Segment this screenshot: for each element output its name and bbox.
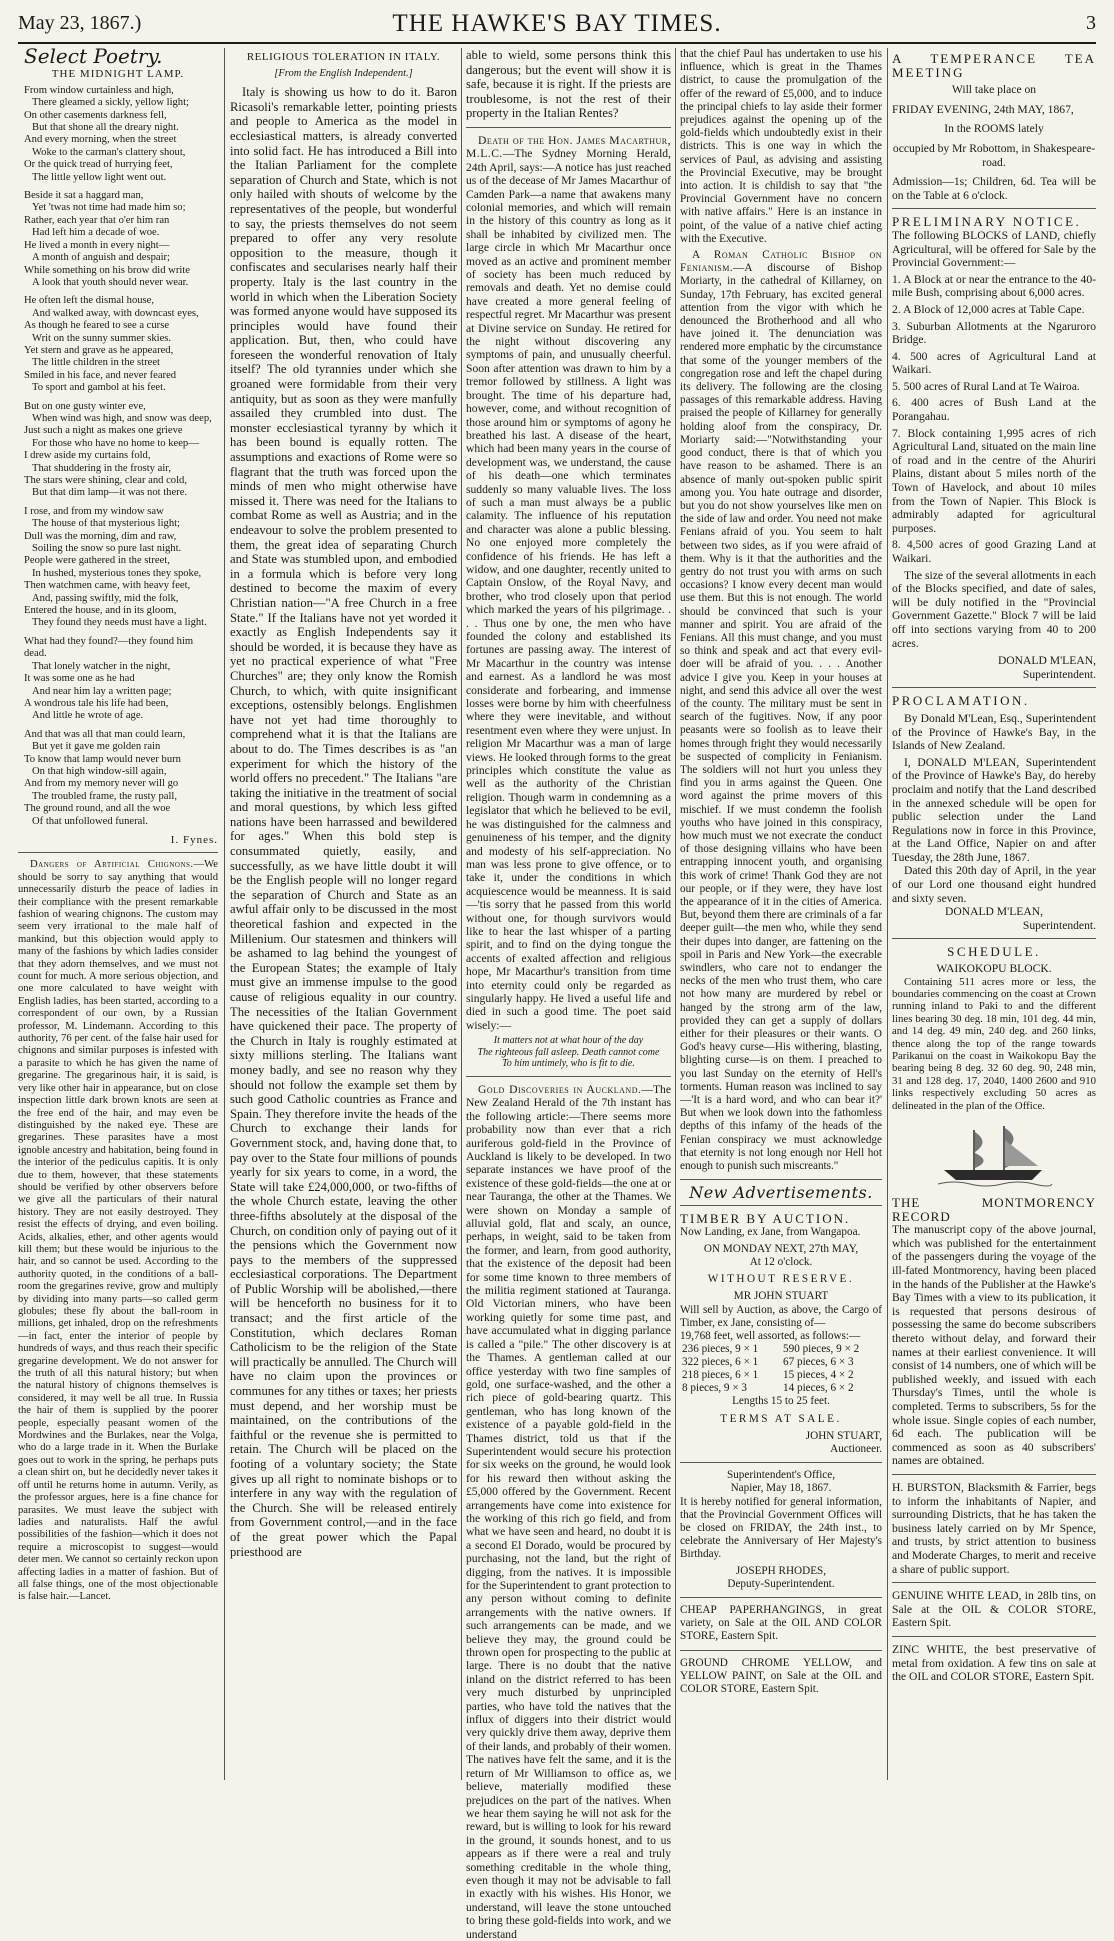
newspaper-title: THE HAWKE'S BAY TIMES. xyxy=(392,10,722,37)
timber-ad-signer-role: Auctioneer. xyxy=(830,1442,882,1455)
poem-stanza xyxy=(18,636,218,723)
preliminary-notice-intro: The following BLOCKS of LAND, chiefly Agricultural, will be offered for Sale by the Provincial Government:— xyxy=(892,228,1096,270)
poem-line: A month of anguish and despair; xyxy=(32,252,170,264)
list-item: 4. 500 acres of Agricultural Land at Waikari. xyxy=(892,349,1096,377)
montmorency-ad xyxy=(892,1196,1096,1468)
office-ad-signer-role: Deputy-Superintendent. xyxy=(727,1577,835,1590)
poem-line: But that shone all the dreary night. xyxy=(32,122,179,134)
burston-ad: H. BURSTON, Blacksmith & Farrier, begs to inform the inhabitants of Napier, and surrounding Districts, that he has taken the business lately carried on by Mr Spence, and trusts, by strict attention to business and Moderate Charges, to merit and receive a share of public support. xyxy=(892,1480,1096,1576)
gold-article-title: Gold Discoveries in Auckland. xyxy=(478,1082,642,1096)
timber-ad-line: Now Landing, ex Jane, from Wangapoa. xyxy=(680,1225,861,1238)
poem-line: The troubled frame, the rusty pall, xyxy=(32,790,178,802)
poem-line: In hushed, mysterious tones they spoke, xyxy=(32,567,202,579)
poem-line: Soiling the snow so pure last night. xyxy=(32,543,182,555)
poem-line: And, passing swiftly, mid the folk, xyxy=(32,592,179,604)
office-ad-body: It is hereby notified for general information, that the Provincial Government Offices will be closed on FRIDAY, the 24th inst., to celebrate the Anniversary of Her Majesty's Birthday. xyxy=(680,1495,882,1561)
italy-article-continued: able to wield, some persons think this dangerous; but the event will show it is safe, because it is right. If the priests are troublesome, is not the rest of their property in the Italian Rentes? xyxy=(466,48,671,121)
office-ad-signer: JOSEPH RHODES, xyxy=(735,1564,827,1577)
poem-line: As though he feared to see a curse xyxy=(24,320,170,332)
office-ad-date: Napier, May 18, 1867. xyxy=(730,1482,832,1495)
sailing-ship-icon xyxy=(934,1120,1054,1190)
column-3 xyxy=(466,48,671,1941)
gold-article-continued: that the chief Paul has undertaken to use his influence, which is great in the Thames district, to cause the promulgation of the offer of the reward of £5,000, and to induce the principal chiefs to lay aside their former prejudices against the opening up of the gold-fields which undoubtedly exist in their districts. This is one way in which the services of Paul, as advising and assisting the Provincial Executive, may be brought into action. It is childish to say that "the Provincial Government have no concern with native affairs." Here is an instance in point, of the value of a native chief acting with the Executive. xyxy=(680,48,882,245)
timber-ad-lengths: Lengths 15 to 25 feet. xyxy=(732,1395,830,1408)
poem-line: Smiled in his face, and never feared xyxy=(24,369,177,381)
schedule-ad xyxy=(892,945,1096,1112)
list-item: 1. A Block at or near the entrance to the 40-mile Bush, comprising about 6,000 acres. xyxy=(892,272,1096,300)
poem-line: Beside it sat a haggard man, xyxy=(24,190,144,202)
poem-line: It was some one as he had xyxy=(24,673,135,685)
poem-line: Entered the house, and in its gloom, xyxy=(24,605,177,617)
poem-line: Of that unfollowed funeral. xyxy=(32,815,148,827)
divider xyxy=(680,1650,882,1651)
schedule-body: Containing 511 acres more or less, the boundaries commencing on the coast at Crown running inland to Paki to and the different lines bearing 30 deg. 18 min, 101 deg. 44 min, and 14 deg. 49 min, 240 deg. and 260 links, thence along the top of the range towards Parikanui on the coast in Waikokopu Bay the bearing being 8 deg. 32 60 deg. 90, 248 min, 31 and 128 deg. 17, 2040, 1400 2600 and 910 links respectively excluding 50 acres as delineated in the plan of the Office. xyxy=(892,975,1096,1112)
table-cell: 8 pieces, 9 × 3 xyxy=(682,1382,748,1395)
temperance-ad-heading: A TEMPERANCE TEA MEETING xyxy=(892,51,1096,80)
zinc-white-ad: ZINC WHITE, the best preservative of metal from oxidation. A few tins on sale at the OIL and COLOR STORE, Eastern Spit. xyxy=(892,1642,1096,1684)
poem-line: Or the quick tread of hurrying feet, xyxy=(24,159,173,171)
poem-line: Yet 'twas not time had made him so; xyxy=(32,202,186,214)
white-lead-ad: GENUINE WHITE LEAD, in 28lb tins, on Sale at the OIL & COLOR STORE, Eastern Spit. xyxy=(892,1589,1096,1630)
poem-line: And from my memory never will go xyxy=(24,778,179,790)
divider xyxy=(892,938,1096,939)
temperance-ad-admission: Admission—1s; Children, 6d. Tea will be on the Table at 6 o'clock. xyxy=(892,175,1096,202)
divider xyxy=(892,687,1096,688)
table-row xyxy=(680,1343,882,1356)
divider xyxy=(466,1076,671,1077)
poem-line: A look that youth should never wear. xyxy=(32,276,189,288)
poem-line: But yet it gave me golden rain xyxy=(32,741,161,753)
fenianism-article-title: A Roman Catholic Bishop on Fenianism. xyxy=(680,249,882,275)
poem-line: Dull was the morning, dim and raw, xyxy=(24,530,177,542)
divider xyxy=(680,1597,882,1598)
gold-article-text: —The New Zealand Herald of the 7th instant has the following article:—There seems more probability now than ever that a rich auriferous gold-field in the Province of Auckland is likely to be developed. In two separate instances we have proof of the existence of these gold-fields—the one at or near Tauranga, the other at the Thames. We were shown on Monday a sample of alluvial gold, flat and scaly, an ounce, perhaps, in weight, said to be taken from the former, and learn, from good authority, that the existence of the deposit had been for some time known to three members of the militia regiment stationed at Tauranga. Old Victorian miners, who have been working quietly for some time past, and have accumulated what in digging parlance is called a "pile." The other discovery is at the Thames. A gentleman called at our office yesterday with two fine samples of gold, one surface-washed, and the other a rich piece of gold-bearing quartz. This gentleman, who has long known of the existence of a payable gold-field in the Thames district, told us that if the Superintendent would secure his protection for six weeks on the ground, he would look for his reward then without asking the £5,000 offered by the Government. Recent arrangements have come into existence for the working of this rich go field, and from what we have seen and heard, no doubt it is a second El Dorado, would be procured by purchasing, not the land, but the right of digging, from the natives. It is impossible for the Superintendent to grant protection to any person without coming to definite arrangements with the native owners. If such arrangements can be made, and we believe they may, the ground could be thrown open for prospecting to the public at large. There is no doubt that the native inland on the district referred to has been very much disturbed by unprincipled parties, who have told the natives that the influx of diggers into their district would very quickly drive them away, deprive them of their lands, and probably of their women. The natives have felt the same, and it is the return of Mr Williamson to office as, we believe, materially modified these prejudices on the part of the natives. When we hear them saying he will not ask for the reward, but is willing to look for his reward in the ground, it sounds honest, and to us appears as if there were a real and truly something creditable in the whole thing, even though it may not be advisable to fall in exactly with his wishes. His Honor, we understand, will leave the stone untouched to bring these gold-fields into work, and we understand xyxy=(466,1082,671,1941)
poem-line: While something on his brow did write xyxy=(24,264,190,276)
office-ad-line: Superintendent's Office, xyxy=(726,1469,836,1482)
table-cell: 14 pieces, 6 × 2 xyxy=(783,1382,854,1395)
issue-date: May 23, 1867.) xyxy=(18,12,142,34)
poem-line: From window curtainless and high, xyxy=(24,84,174,96)
proclamation-signer: DONALD M'LEAN, xyxy=(944,905,1044,919)
poem-stanza xyxy=(18,401,218,500)
column-1 xyxy=(18,44,218,1780)
proclamation-ad xyxy=(892,694,1096,932)
poem-stanza xyxy=(18,729,218,828)
poem-line: The little yellow light went out. xyxy=(32,171,167,183)
list-item: 5. 500 acres of Rural Land at Te Wairoa. xyxy=(892,379,1080,393)
timber-auction-ad xyxy=(680,1212,882,1456)
poem-line: And that was all that man could learn, xyxy=(24,728,186,740)
poem-line: On other casements darkness fell, xyxy=(24,109,167,121)
poem-line: I drew aside my curtains fold, xyxy=(24,450,151,462)
column-4 xyxy=(680,48,882,1780)
poem-quote xyxy=(466,1035,671,1070)
poem-line: But on one gusty winter eve, xyxy=(24,400,146,412)
preliminary-notice-signer-role: Superintendent. xyxy=(1022,667,1096,681)
fenianism-article xyxy=(680,249,882,1173)
poem-line: For those who have no home to keep— xyxy=(32,437,199,449)
macarthur-article-title: Death of the Hon. James Macarthur, M.L.C. xyxy=(466,133,671,161)
poem-line: People were gathered in the street, xyxy=(24,555,170,567)
proclamation-dated: Dated this 20th day of April, in the year of our Lord one thousand eight hundred and sixty seven. xyxy=(892,864,1096,905)
poem-line: On that high window-sill again, xyxy=(32,765,167,777)
chrome-yellow-ad: GROUND CHROME YELLOW, and YELLOW PAINT, on Sale at the OIL and COLOR STORE, Eastern Spit. xyxy=(680,1656,882,1695)
divider xyxy=(892,1636,1096,1637)
poem-line: And walked away, with downcast eyes, xyxy=(32,307,199,319)
poem-stanza xyxy=(18,295,218,394)
poem-stanza xyxy=(18,85,218,184)
column-divider xyxy=(675,48,676,1780)
poem-stanza xyxy=(18,190,218,289)
poem-line: Just such a night as makes one grieve xyxy=(24,425,183,437)
timber-ad-body: Will sell by Auction, as above, the Cargo of Timber, ex Jane, consisting of— xyxy=(680,1303,882,1329)
poem-line: And little he wrote of age. xyxy=(32,710,144,722)
poem-line: But that dim lamp—it was not there. xyxy=(32,487,188,499)
column-5 xyxy=(892,48,1096,1780)
quote-line: It matters not at what hour of the day xyxy=(493,1035,644,1047)
poem-line: When wind was high, and snow was deep, xyxy=(32,412,212,424)
table-cell: 322 pieces, 6 × 1 xyxy=(682,1356,759,1369)
poem-signature: I. Fynes. xyxy=(170,833,218,846)
divider xyxy=(680,1462,882,1463)
montmorency-body: The manuscript copy of the above journal, which was published for the entertainment of the passengers during the voyage of the ill-fated Montmorency, having been placed in the hands of the Publisher at the Hawke's Bay Times with a view to its publication, it is requested that persons desirous of possessing the same do become subscribers thereto without delay, and forward their names at their earliest convenience. It will consist of 14 numbers, one of which will be published weekly, and issued with each Thursday's Times, until the whole is completed. Terms to subscribers, 5s for the whole issue. Single copies of each number, 6d each. The publication will be commenced as soon as 40 subscribers' names are obtained. xyxy=(892,1223,1096,1468)
poem-line: There gleamed a sickly, yellow light; xyxy=(32,97,189,109)
poem-title: THE MIDNIGHT LAMP. xyxy=(51,68,185,81)
poem-line: I rose, and from my window saw xyxy=(24,505,164,517)
divider xyxy=(892,1474,1096,1475)
poem-line: Had left him a decade of woe. xyxy=(32,227,160,239)
temperance-ad-venue: In the ROOMS lately xyxy=(944,122,1044,136)
column-2 xyxy=(230,48,457,1780)
timber-ad-date: ON MONDAY NEXT, 27th MAY, xyxy=(703,1242,859,1255)
divider xyxy=(892,1582,1096,1583)
chignons-article-title: Dangers of Artificial Chignons. xyxy=(30,859,194,871)
macarthur-article xyxy=(466,134,671,1032)
divider xyxy=(680,1179,882,1180)
table-row xyxy=(680,1382,882,1395)
timber-table xyxy=(680,1343,882,1395)
list-item: 7. Block containing 1,995 acres of rich Agricultural Land, situated on the main line of road and in the centre of the Ahuriri Plains, distant about 5 miles north of the Town of Havelock, and about 10 miles from the Town of Napier. This Block is admirably adapted for agricultural purposes. xyxy=(892,426,1096,535)
list-item: 3. Suburban Allotments at the Ngaruroro Bridge. xyxy=(892,319,1096,347)
chignons-article-text: —We should be sorry to say anything that would unnecessarily disturb the peace of ladies in their compliance with the present remarkable fashion of wearing chignons. The custom may seem very irrational to the male half of mankind, but this objection would apply to many of the fashions by which ladies consider that they adorn themselves, and we must not count for much. A more serious objection, and one more calculated to have weight with English ladies, has been started, according to a correspondent of our own, by a Russian professor, M. Lindemann. According to this authority, 76 per cent. of the false hair used for chignons and similar purposes is infested with a parasite to which he has given the name of gregarine. The gregarinous hair, it is said, is very like other hair in appearance, but on close inspection little dark brown knots are seen at the free end of the hair, and may even be distinguished by the naked eye. These are gregarines. These parasites have a most ignoble ancestry and habitation, being found in the interior of the pediculus capitis. It is only due to them, however, that these statements should be verified by other observers before we give all the particulars of their natural history. They are not easily destroyed. They resist the effects of drying, and even boiling. Acids, alkalies, ether, and other agents would kill them; but these would be injurious to the hair, and so cannot be used. According to the authority quoted, in the conditions of a ball-room the gregarines revive, grow and multiply by dividing into many parts—so called germ globules; these fly about the ball-room in millions, get inhaled, drop on the refreshments—in fact, enter the interior of people by hundreds of ways, and thus reach their specific gregarine development. We do not answer for the truth of all this natural history; but when the natural history of chignons themselves is considered, it may well be all true. In Russia the hair of them is supplied by the poorer people, especially peasant women of the Mordwines and the Burlakes, near the Volga, who do a large trade in it. When the Burlake goes out to work in the spring, he perhaps puts a clean shirt on, but he decidedly never takes it off until he returns home in autumn. Verily, as the professor argues, here is a fine chance for parasites. We must leave the subject with ladies and naturalists. Half the awful possibilities of the fashion—which it does not require a microscopist to suggest—would deter men. We cannot so certainly reckon upon affecting ladies in a matter of fashion. But of all false things, one of the most objectionable is false hair.—Lancet. xyxy=(18,859,218,1603)
quote-line: To him untimely, who is fit to die. xyxy=(502,1058,635,1070)
chignons-article xyxy=(18,859,218,1603)
temperance-ad-venue2: occupied by Mr Robottom, in Shakespeare-road. xyxy=(892,141,1096,169)
poem-line: Woke to the carman's clattery shout, xyxy=(32,146,186,158)
list-item: 8. 4,500 acres of good Grazing Land at Waikari. xyxy=(892,538,1096,565)
paperhangings-ad: CHEAP PAPERHANGINGS, in great variety, on Sale at the OIL AND COLOR STORE, Eastern Spit. xyxy=(680,1603,882,1643)
new-advertisements-heading: New Advertisements. xyxy=(689,1183,873,1203)
divider xyxy=(466,127,671,128)
timber-ad-time: At 12 o'clock. xyxy=(749,1256,813,1269)
poem-body xyxy=(18,85,218,828)
page-number: 3 xyxy=(1086,12,1096,34)
list-item: 6. 400 acres of Bush Land at the Porangahau. xyxy=(892,396,1096,424)
divider xyxy=(892,208,1096,209)
poem-line: What had they found?—they found him dead. xyxy=(24,635,194,660)
table-cell: 236 pieces, 9 × 1 xyxy=(682,1343,759,1356)
italy-article-title: RELIGIOUS TOLERATION IN ITALY. xyxy=(246,51,441,63)
schedule-heading: SCHEDULE. xyxy=(947,944,1041,960)
poem-line: He often left the dismal house, xyxy=(24,295,155,307)
poem-line: The little children in the street xyxy=(32,357,160,369)
timber-ad-auctioneer-head: MR JOHN STUART xyxy=(733,1290,829,1303)
table-cell: 590 pieces, 9 × 2 xyxy=(783,1343,860,1356)
table-cell: 67 pieces, 6 × 3 xyxy=(783,1356,854,1369)
gold-article xyxy=(466,1083,671,1941)
timber-ad-reserve: WITHOUT RESERVE. xyxy=(707,1273,855,1286)
proclamation-heading: PROCLAMATION. xyxy=(892,693,1030,709)
divider xyxy=(680,1205,882,1206)
proclamation-signer-role: Superintendent. xyxy=(1022,918,1096,932)
preliminary-notice-heading: PRELIMINARY NOTICE. xyxy=(892,214,1082,230)
timber-ad-heading: TIMBER BY AUCTION. xyxy=(680,1211,851,1227)
poem-line: The house of that mysterious light; xyxy=(32,518,180,530)
column-divider xyxy=(461,48,462,1780)
table-cell: 15 pieces, 4 × 2 xyxy=(783,1369,854,1382)
schedule-subheading: WAIKOKOPU BLOCK. xyxy=(936,962,1052,976)
table-row xyxy=(680,1369,882,1382)
divider xyxy=(18,852,218,853)
quote-line: The righteous fall asleep. Death cannot come xyxy=(477,1046,660,1058)
poem-line: And every morning, when the street xyxy=(24,134,177,146)
list-item: 2. A Block of 12,000 acres at Table Cape. xyxy=(892,302,1085,316)
poem-line: Yet stern and grave as he appeared, xyxy=(24,344,174,356)
poem-line: He lived a month in every night— xyxy=(24,239,170,251)
preliminary-notice-note: The size of the several allotments in each of the Blocks specified, and date of sales, will be duly notified in the "Provincial Government Gazette." Block 7 will be laid off into sections varying from 40 to 200 acres. xyxy=(892,568,1096,650)
temperance-ad xyxy=(892,52,1096,202)
poem-line: That shuddering in the frosty air, xyxy=(32,462,172,474)
preliminary-notice-signer: DONALD M'LEAN, xyxy=(997,654,1096,668)
land-lots xyxy=(892,273,1096,566)
timber-ad-terms: TERMS AT SALE. xyxy=(720,1412,842,1425)
masthead-rule xyxy=(18,42,1096,44)
preliminary-notice-ad xyxy=(892,215,1096,681)
poem-line: Then watchmen came, with heavy feet, xyxy=(24,580,191,592)
poem-line: And near him lay a written page; xyxy=(32,685,172,697)
timber-ad-signer: JOHN STUART, xyxy=(805,1429,882,1442)
poem-line: To know that lamp would never burn xyxy=(24,753,181,765)
proclamation-by: By Donald M'Lean, Esq., Superintendent of the Province of Hawke's Bay, in the Islands of New Zealand. xyxy=(892,711,1096,753)
temperance-ad-date: FRIDAY EVENING, 24th MAY, 1867, xyxy=(892,102,1074,116)
column-divider xyxy=(224,48,225,1780)
masthead xyxy=(18,10,1096,40)
temperance-ad-line: Will take place on xyxy=(951,83,1037,97)
table-row xyxy=(680,1356,882,1369)
poem-line: The ground round, and all the woe xyxy=(24,803,171,815)
poem-line: A wondrous tale his life had been, xyxy=(24,697,169,709)
fenianism-article-text: —A discourse of Bishop Moriarty, in the cathedral of Killarney, on Sunday, 17th February, has excited general attention from the vigor with which he denounced the Brotherhood and all who have joined it. The denunciation was rendered more emphatic by the circumstance that some of the younger members of the congregation rose and left the chapel during its delivery. The following are the closing passages of this remarkable address. Having praised the people of Killarney for generally holding aloof from the conspiracy, Dr. Moriarty said:—"Notwithstanding your good conduct, there is that of which you have reason to be ashamed. There is an absence of manly out-spoken public spirit among you. You hate outrage and disorder, but you do not show yourselves like men on the side of law and order. You need not make Fenians afraid of you. You seem to halt between two sides, as if you were afraid of them. Why is it that the authorities and the gentry do not trust you with arms on such occasions? I know every decent man would use them. But this is not enough. The world should be convinced that such is your manner and spirit. You are afraid of the Fenians. All this must change, and you must so think and speak and act that every evil-doer will be afraid of you. . . . Another advice I give you. Keep in your houses at night, and send this advice all over the west of the county. The military must be sent in search of the fugitives. Now, if any poor peasants were so foolish as to leave their homes through fright they would necessarily be suspected of complicity in Fenianism. The soldiers will not hurt you unless they find you in arms against the Queen. One word against the prime movers of this mischief. If we must condemn the foolish youths who have joined in this conspiracy, how much must we not execrate the conduct of those designing villains who have been entrapping innocent youth, and organising this work of crime! Thank God they are not our people, or if they were, they have lost the appearance of it in the cities of America. But, beyond them there are criminals of a far deeper guilt—the men who, while they send their dupes into danger, are fattening on the spoil in Paris and New York—the execrable swindlers, who care not to endanger the necks of the men who trust them, who care not how many are murdered by rebel or hanged by the strong arm of the law, provided they can get a supply of dollars either for their pleasures or their wants. O God's heavy curse—His withering, blasting, blighting curse—is on them. I preached to you last Sunday on the eternity of Hell's torments. Human reason was inclined to say—'It is a hard word, and who can bear it?' But when we look down into the fathomless depths of this infamy of the heads of the Fenian conspiracy we must acknowledge that eternity is not long enough nor Hell hot enough to punish such miscreants." xyxy=(680,262,882,1173)
timber-ad-total: 19,768 feet, well assorted, as follows:— xyxy=(680,1330,861,1343)
poem-line: To sport and gambol at his feet. xyxy=(32,382,166,394)
italy-article-source: [From the English Independent.] xyxy=(274,67,413,79)
proclamation-body: I, DONALD M'LEAN, Superintendent of the Province of Hawke's Bay, do hereby proclaim and notify that the Land described in the annexed schedule will be open for public selection under the Land Regulations now in force in this Province, at the Land Office, Napier on and after Tuesday, the 28th June, 1867. xyxy=(892,755,1096,864)
poem-line: Writ on the sunny summer skies. xyxy=(32,332,172,344)
italy-article-text: Italy is showing us how to do it. Baron Ricasoli's remarkable letter, pointing priests and people to America as the model in ecclesiastical matters, is already converted into solid fact. He has introduced a Bill into the Italian Parliament for the complete separation of Church and State, which is not only hailed with shouts of welcome by the representatives of the people, but wonderful to say, the priests themselves do not seem prepared to offer any very resolute opposition to the measure, though it confiscates and secularises nearly half their property. Italy is the last country in the world in which when the Liberation Society was formed anyone would have supposed its principles would have found their application. But, then, who could have foreseen the wonderful renovation of Italy itself? The old tyrannies under which she groaned were formidable from their very antiquity, but as soon as they were manfully assailed they crumbled into dust. The monster ecclesiastical tyranny by which it has been bound is equally rotten. The assumptions and exactions of Rome were so flagrant that the truth was forced upon the minds of men who might otherwise have missed it. There was need for the Italians to combat Rome as well as Austria; and in the endeavour to solve the problem presented to them, the great idea of separating Church and State was stumbled upon, and embodied in a formula which is before very long destined to become the maxim of every Christian nation—"A free Church in a free State." If the Italians have not yet worded it exactly as English Independents say it should be worded, it is because they have as yet no practical experience of what "Free Churches" are; they only know the Romish Church, to which, with quite insignificant exceptions, ostensibly belongs. Englishmen have not yet had time thoroughly to comprehend what it is that the Italians are about to do. The Times describes is as "an experiment for which the history of the world offers no precedent." The Italians "are taking the initiative in the treatment of social and moral questions, by which less gifted nations have been harrassed and bewildered for ages." When this bold step is consummated quietly, easily, and successfully, as we have little doubt it will be the English people will no longer regard the separation of Church and State as an awful affair only to be discussed in the most theoretical fashion and expected in the Millenium. Our statesmen and thinkers will be ashamed to lag behind the youngest of the European States; the example of Italy must give an immense impulse to the good cause of religious equality in our country. The necessities of the Italian Government have quickened their pace. The property of the Church in Italy is roughly estimated at sixty millions sterling. The Italians want money badly, and see no reason why they should not follow the example set them by such good Catholic countries as France and Spain. They therefore invite the heads of the Church to exchange their lands for Government stock, and, having done that, to pay over to the State four millions of pounds yearly for six years to come, in a word, the State will take £24,000,000, or two-fifths of the whole Church estate, leaving the other three-fifths absolutely at the disposal of the Church, on condition only of paying out of it the pensions which the Government now pays to the members of the suppressed ecclesiastical corporations. The Department of Public Worship will be abolished,—there will be henceforth no business for it to transact; and the first article of the Constitution, which declares Roman Catholicism to be the religion of the State will practically be annulled. The Church will have no claim upon the provinces or communes for any tithes or taxes; her priests must depend, and her worship must be maintained, on the contributions of the faithful or the revenue she is permitted to retain. The Church will be placed on the footing of a voluntary society; the State gives up all right to nominate bishops or to interfere in any way with the regulation of the Church. She will be released entirely from Government control,—and in the face of the great power which the Papal priesthood are xyxy=(230,85,457,1559)
poem-line: That lonely watcher in the night, xyxy=(32,660,171,672)
poem-line: Rather, each year that o'er him ran xyxy=(24,214,170,226)
select-poetry-heading: Select Poetry. xyxy=(24,44,163,68)
macarthur-article-text: —The Sydney Morning Herald, 24th April, says:—A notice has just reached us of the decease of Mr James Macarthur of Camden Park—a name that awakens many colonial memories, and which will remain in the history of this country as long as it shall be inhabited by civilized men. The large circle in which Mr Macarthur once moved as an active and prominent member of society has been much reduced by removals and death. Yet no demise could have created a more general feeling of respectful regret. Mr Macarthur was present at Divine service on Sunday. He retired for the night without discovering any symptoms of pain, and unusually cheerful. Soon after attention was drawn to him by a tremor followed by stillness. A light was brought. The time of his departure had, however, come, and without recognition of those around him or symptoms of agony he breathed his last. A disease of the heart, which had been many years in the course of development was, we understand, the cause of his death—one which terminates suddenly so many valuable lives. The loss of such a man must always be a public calamity. The influence of his reputation and character was alone a public blessing. No one enjoyed more completely the confidence of his friends. He has left a widow, and one daughter, recently united to Captain Onslow, of the Royal Navy, and brother, who trod closely upon that period which marked the years of his pilgrimage. . . . Thus one by one, the men who have founded the colony and established its fortunes are passing away. The interest of Mr Macarthur in the country was intense and earnest. As a landlord he was most considerate and forbearing, and immense losses were borne by him with cheerfulness where they were inevitable, and without resentment even where they were unjust. In religion Mr Macarthur was a man of large views. He looked through forms to the great principles which constitute the value as well as the authority of the Christian religion. Though warm in condemning as a legislator that which he believed to be evil, he was distinguished for the calmness and genuineness of his temper, and the dignity and modesty of his self-appreciation. No man was less prone to give offence, or to take it, under the conditions in which acquiescence would be meanness. It is said—'tis sorry that he passed from this world without one, for though survivors would like to hear the last whisper of a parting spirit, and to find on the dying tongue the accents of exalted affection and religious hope, Mr Macarthur's transition from time into eternity could only be regarded as singularly happy. He lived a useful life and died in such a good time. The poet said wisely:— xyxy=(466,147,671,1032)
column-divider xyxy=(887,48,888,1780)
table-cell: 218 pieces, 6 × 1 xyxy=(682,1369,759,1382)
poem-line: They found they needs must have a light. xyxy=(32,617,207,629)
poem-stanza xyxy=(18,506,218,630)
office-closure-ad xyxy=(680,1469,882,1591)
montmorency-heading: THE MONTMORENCY RECORD xyxy=(892,1195,1096,1224)
poem-line: The stars were shining, clear and cold, xyxy=(24,475,187,486)
